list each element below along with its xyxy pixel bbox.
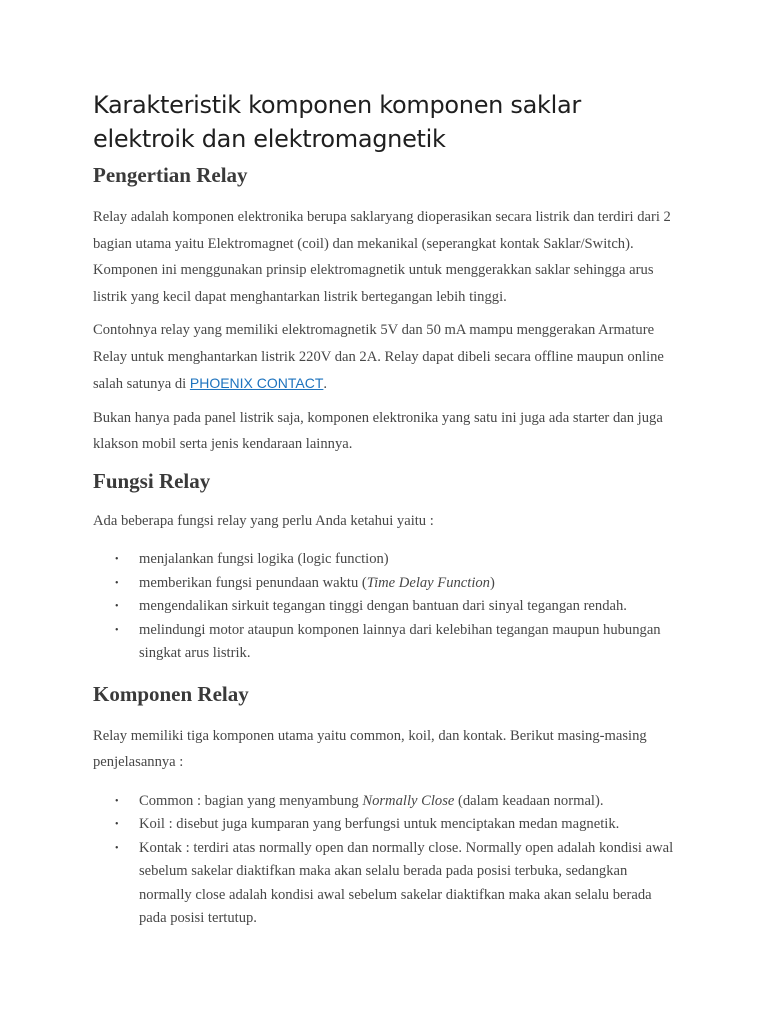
list-item-emphasis: Time Delay Function xyxy=(366,574,490,591)
heading-pengertian-relay: Pengertian Relay xyxy=(93,163,248,187)
phoenix-contact-link[interactable]: PHOENIX CONTACT xyxy=(189,375,324,391)
document-page xyxy=(93,88,678,931)
list-item xyxy=(115,548,678,572)
list-item-text: menjalankan fungsi logika (logic function) xyxy=(139,551,389,567)
list-item-text: Koil : disebut juga kumparan yang berfungsi untuk menciptakan medan magnetik. xyxy=(139,816,620,832)
list-item-text: memberikan fungsi penundaan waktu ( xyxy=(139,574,367,591)
list-item-text-end: ) xyxy=(489,574,495,591)
bullet-icon: • xyxy=(115,577,119,589)
paragraph-pengertian-1: Relay adalah komponen elektronika berupa saklaryang dioperasikan secara listrik dan terdiri dari 2 bagian utama yaitu Elektromagnet (coil) dan mekanikal (seperangkat kontak Saklar/Switch). Komponen ini menggunakan prinsip elektromagnetik untuk menggerakkan saklar sehingga arus listrik yang kecil dapat menghantarkan listrik bertegangan lebih tinggi. xyxy=(93,209,671,305)
list-item xyxy=(115,595,678,619)
paragraph-pengertian-2 xyxy=(93,317,678,398)
bullet-icon: • xyxy=(115,842,119,854)
fungsi-list xyxy=(93,548,678,666)
list-item-text-end: (dalam keadaan normal). xyxy=(454,792,604,809)
bullet-icon: • xyxy=(115,795,119,807)
list-item xyxy=(115,837,678,931)
paragraph-pengertian-3: Bukan hanya pada panel listrik saja, komponen elektronika yang satu ini juga ada starter dan juga klakson mobil serta jenis kendaraan lainnya. xyxy=(93,409,663,452)
list-item xyxy=(115,619,678,666)
paragraph-pengertian-2-end: . xyxy=(323,376,328,392)
paragraph-pengertian-2-text: Contohnya relay yang memiliki elektromagnetik 5V dan 50 mA mampu menggerakan Armature Relay untuk menghantarkan listrik 220V dan 2A. Relay dapat dibeli secara offline maupun online salah satunya di xyxy=(93,322,664,392)
paragraph-fungsi-intro: Ada beberapa fungsi relay yang perlu Anda ketahui yaitu : xyxy=(93,512,434,529)
bullet-icon: • xyxy=(115,819,119,830)
bullet-icon: • xyxy=(115,601,119,612)
list-item xyxy=(115,572,678,596)
list-item-text: melindungi motor ataupun komponen lainnya dari kelebihan tegangan maupun hubungan singkat arus listrik. xyxy=(139,621,661,661)
bullet-icon: • xyxy=(115,624,119,636)
document-title: Karakteristik komponen komponen saklar elektroik dan elektromagnetik xyxy=(93,91,581,153)
heading-komponen-relay: Komponen Relay xyxy=(93,681,249,706)
paragraph-komponen-intro: Relay memiliki tiga komponen utama yaitu common, koil, dan kontak. Berikut masing-masing penjelasannya : xyxy=(93,727,647,770)
komponen-list xyxy=(93,790,678,931)
list-item-emphasis: Normally Close xyxy=(362,792,455,809)
list-item xyxy=(115,790,678,814)
list-item-text: Common : bagian yang menyambung xyxy=(139,792,363,809)
bullet-icon: • xyxy=(115,554,119,565)
heading-fungsi-relay: Fungsi Relay xyxy=(93,468,211,493)
list-item xyxy=(115,813,678,837)
list-item-text: Kontak : terdiri atas normally open dan normally close. Normally open adalah kondisi awal sebelum sakelar diaktifkan maka akan selalu berada pada posisi terbuka, sedangkan normally close adalah kondisi awal sebelum sakelar diaktifkan maka akan selalu berada pada posisi tertutup. xyxy=(139,839,674,926)
list-item-text: mengendalikan sirkuit tegangan tinggi dengan bantuan dari sinyal tegangan rendah. xyxy=(139,598,627,614)
